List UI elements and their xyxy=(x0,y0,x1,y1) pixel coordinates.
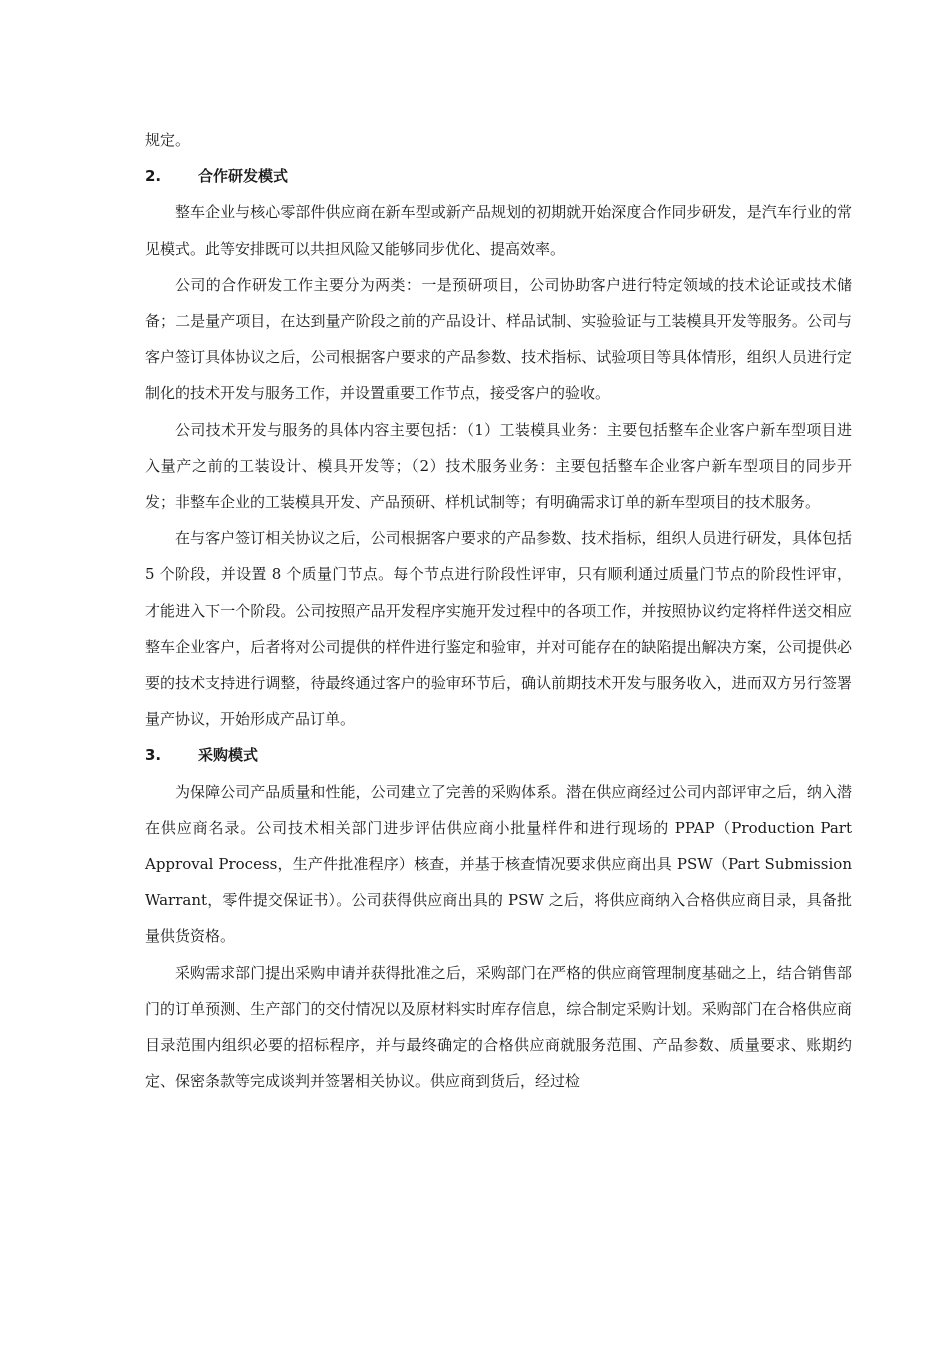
section-number: 2. xyxy=(145,167,162,186)
section-heading xyxy=(145,737,852,773)
paragraph: 整车企业与核心零部件供应商在新车型或新产品规划的初期就开始深度合作同步研发，是汽车行业的常见模式。此等安排既可以共担风险又能够同步优化、提高效率。 xyxy=(145,203,852,258)
continuation-text: 规定。 xyxy=(145,131,191,149)
paragraph: 采购需求部门提出采购申请并获得批准之后，采购部门在严格的供应商管理制度基础之上，结合销售部门的订单预测、生产部门的交付情况以及原材料实时库存信息，综合制定采购计划。采购部门在合格供应商目录范围内组织必要的招标程序，并与最终确定的合格供应商就服务范围、产品参数、质量要求、账期约定、保密条款等完成谈判并签署相关协议。供应商到货后，经过检 xyxy=(145,963,852,1091)
paragraph: 公司技术开发与服务的具体内容主要包括：（1）工装模具业务：主要包括整车企业客户新车型项目进入量产之前的工装设计、模具开发等；（2）技术服务业务：主要包括整车企业客户新车型项目的同步开发；非整车企业的工装模具开发、产品预研、样机试制等；有明确需求订单的新车型项目的技术服务。 xyxy=(145,420,852,512)
section-number: 3. xyxy=(145,746,162,765)
section-title: 采购模式 xyxy=(198,746,259,765)
section-procurement xyxy=(145,737,852,1099)
document-page xyxy=(145,122,852,1099)
section-heading xyxy=(145,158,852,194)
paragraph: 在与客户签订相关协议之后，公司根据客户要求的产品参数、技术指标，组织人员进行研发，具体包括 5 个阶段，并设置 8 个质量门节点。每个节点进行阶段性评审，只有顺利通过质量门节点的阶段性评审，才能进入下一个阶段。公司按照产品开发程序实施开发过程中的各项工作，并按照协议约定将样件送交相应整车企业客户，后者将对公司提供的样件进行鉴定和验审，并对可能存在的缺陷提出解决方案，公司提供必要的技术支持进行调整，待最终通过客户的验审环节后，确认前期技术开发与服务收入，进而双方另行签署量产协议，开始形成产品订单。 xyxy=(145,529,852,729)
section-title: 合作研发模式 xyxy=(198,167,289,186)
section-cooperative-rd xyxy=(145,158,852,737)
paragraph: 公司的合作研发工作主要分为两类：一是预研项目，公司协助客户进行特定领域的技术论证或技术储备；二是量产项目，在达到量产阶段之前的产品设计、样品试制、实验验证与工装模具开发等服务。公司与客户签订具体协议之后，公司根据客户要求的产品参数、技术指标、试验项目等具体情形，组织人员进行定制化的技术开发与服务工作，并设置重要工作节点，接受客户的验收。 xyxy=(145,275,852,403)
paragraph: 为保障公司产品质量和性能，公司建立了完善的采购体系。潜在供应商经过公司内部评审之后，纳入潜在供应商名录。公司技术相关部门进步评估供应商小批量样件和进行现场的 PPAP（Production Part Approval Process，生产件批准程序）核查，并基于核查情况要求供应商出具 PSW（Part Submission Warrant，零件提交保证书）。公司获得供应商出具的 PSW 之后，将供应商纳入合格供应商目录，具备批量供货资格。 xyxy=(145,782,852,946)
